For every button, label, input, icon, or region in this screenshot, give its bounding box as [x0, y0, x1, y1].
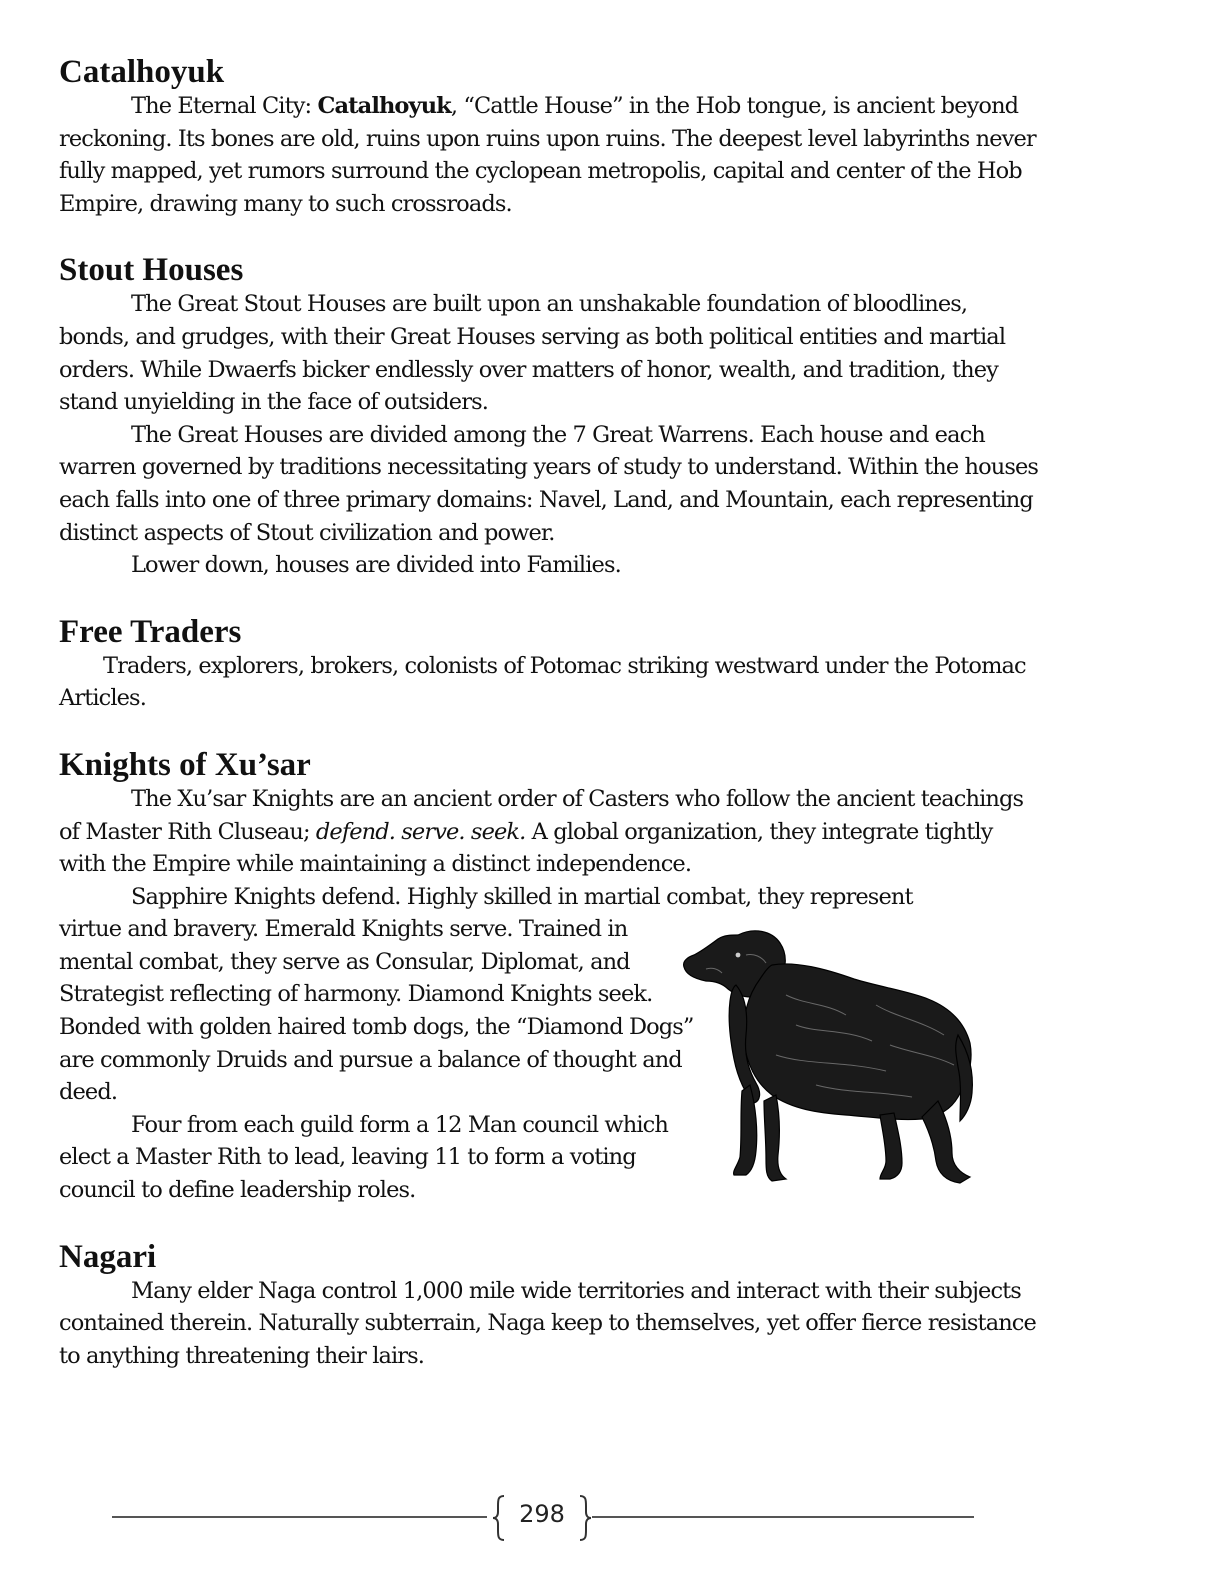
paragraph: Traders, explorers, brokers, colonists of Potomac striking westward under the Potomac Articles. — [59, 652, 1026, 712]
paragraph-first-line: Sapphire Knights defend. Highly skilled in martial combat, they represent — [131, 883, 913, 910]
paragraph: Four from each guild form a 12 Man council which elect a Master Rith to lead, leaving 11 to form a voting council to define leadership roles. — [59, 1111, 668, 1204]
heading-knights: Knights of Xu’sar — [59, 746, 311, 783]
page-footer — [112, 1494, 974, 1542]
paragraph: Lower down, houses are divided into Families. — [131, 552, 621, 579]
paragraph: The Great Houses are divided among the 7 Great Warrens. Each house and each warren governed by traditions necessitating years of study to understand. Within the houses each falls into one of three primary domains: Navel, Land, and Mountain, each representing distinct aspects of Stout civilization and power. — [59, 421, 1039, 546]
dog-eye-icon — [736, 953, 741, 958]
paragraph: The Great Stout Houses are built upon an unshakable foundation of bloodlines, bonds, and grudges, with their Great Houses serving as both political entities and martial orders. While Dwaerfs bicker endlessly over matters of honor, wealth, and tradition, they stand unyielding in the face of outsiders. — [59, 291, 1006, 416]
paragraph — [59, 783, 1039, 881]
paragraph-wrapped: virtue and bravery. Emerald Knights serve. Trained in mental combat, they serve as Consular, Diplomat, and Strategist reflecting of harmony. Diamond Knights seek. Bonded with golden haired tomb dogs, the “Diamond Dogs” are commonly Druids and pursue a balance of thought and deed. — [59, 916, 694, 1106]
paragraph — [59, 90, 1039, 220]
text-run: , “Cattle House” in the Hob tongue, is ancient beyond reckoning. Its bones are old, ruins upon ruins upon ruins. The deepest level labyrinths never fully mapped, yet rumors surround the cyclopean metropolis, capital and center of the Hob Empire, drawing many to such crossroads. — [59, 93, 1036, 217]
text-run: The Xu’sar Knights are an ancient order of Casters who follow the ancient teachings of Master Rith Cluseau; — [59, 785, 1024, 845]
section-nagari — [59, 1239, 1039, 1373]
dog-illustration — [676, 925, 976, 1187]
section-stout-houses — [59, 252, 1039, 581]
section-catalhoyuk — [59, 54, 1039, 220]
heading-nagari: Nagari — [59, 1238, 157, 1275]
italic-motto: defend. serve. seek. — [315, 818, 526, 845]
paragraph: Many elder Naga control 1,000 mile wide territories and interact with their subjects contained therein. Naturally subterrain, Naga keep to themselves, yet offer fierce resistance to anything threatening their lairs. — [59, 1277, 1036, 1369]
right-brace-icon — [578, 1494, 592, 1542]
footer-rule-left — [112, 1516, 487, 1518]
heading-free-traders: Free Traders — [59, 613, 242, 650]
bold-term: Catalhoyuk — [317, 93, 451, 119]
page-number: 298 — [519, 1500, 565, 1528]
text-run: The Eternal City: — [131, 93, 318, 119]
heading-catalhoyuk: Catalhoyuk — [59, 54, 225, 90]
text-run: A global organization, they integrate tightly with the Empire while maintaining a distinct independence. — [59, 818, 993, 878]
section-free-traders — [59, 614, 1039, 715]
left-brace-icon — [492, 1494, 506, 1542]
footer-rule-right — [592, 1516, 974, 1518]
document-page — [59, 54, 1039, 1404]
heading-stout-houses: Stout Houses — [59, 252, 244, 289]
